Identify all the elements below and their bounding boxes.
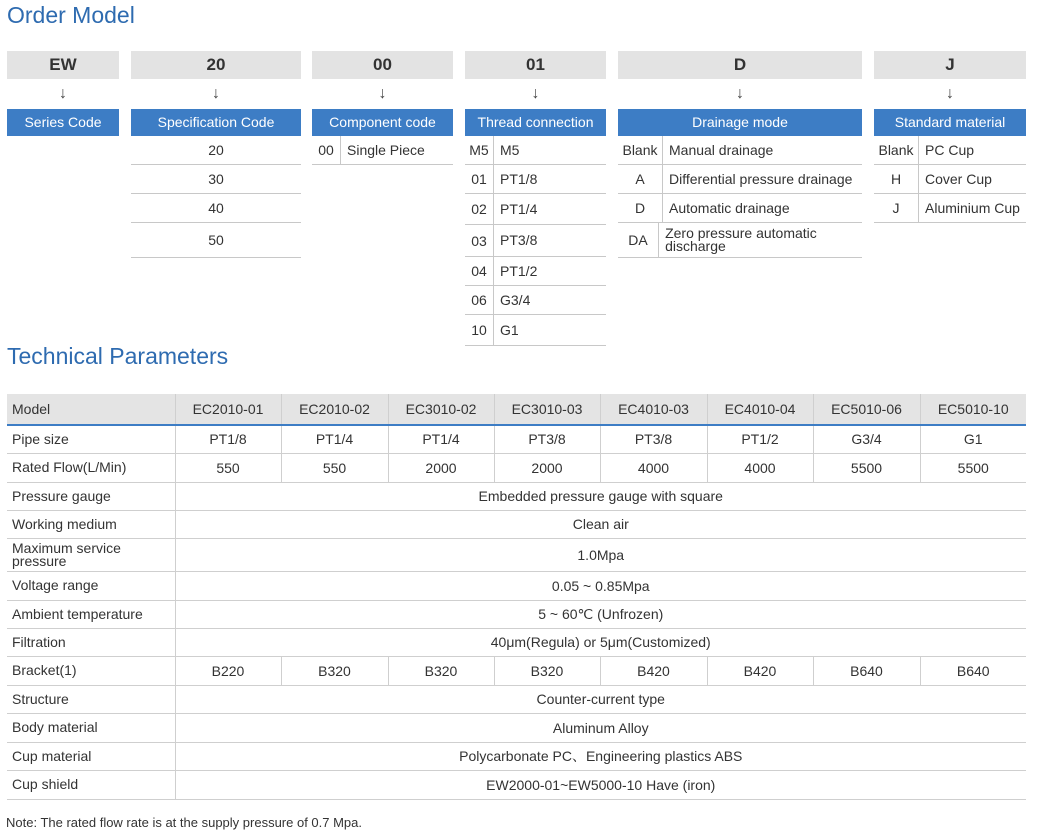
parameter-value: B320 bbox=[281, 656, 388, 685]
down-arrow-icon: ↓ bbox=[59, 85, 67, 102]
option-value: 20 bbox=[208, 142, 224, 158]
option-row bbox=[131, 223, 301, 258]
technical-parameters-title: Technical Parameters bbox=[7, 343, 229, 369]
order-label: Component code bbox=[312, 109, 453, 136]
option-row bbox=[874, 165, 1026, 194]
parameter-span-value: Aluminum Alloy bbox=[175, 713, 1026, 742]
down-arrow-icon: ↓ bbox=[736, 85, 744, 102]
parameter-name: Rated Flow(L/Min) bbox=[7, 453, 175, 482]
order-group-1 bbox=[131, 51, 301, 258]
option-description: PT1/8 bbox=[500, 170, 538, 187]
option-description: PT3/8 bbox=[500, 232, 538, 248]
option-code: 01 bbox=[465, 165, 494, 193]
order-code: D bbox=[618, 51, 862, 79]
table-row bbox=[7, 538, 1026, 571]
option-description: PT1/2 bbox=[500, 262, 538, 279]
option-row bbox=[465, 194, 606, 225]
option-description: Aluminium Cup bbox=[925, 199, 1020, 216]
parameter-value: 4000 bbox=[707, 453, 813, 482]
header-model-cell: EC2010-01 bbox=[175, 394, 281, 425]
option-description: Manual drainage bbox=[669, 141, 774, 158]
option-description: Zero pressure automatic discharge bbox=[665, 225, 817, 254]
option-row bbox=[618, 165, 862, 194]
order-group-4 bbox=[618, 51, 862, 258]
option-description: Cover Cup bbox=[925, 170, 992, 187]
parameter-name: Cup material bbox=[7, 742, 175, 770]
table-row bbox=[7, 770, 1026, 799]
parameter-span-value: Counter-current type bbox=[175, 685, 1026, 713]
option-description: G3/4 bbox=[500, 291, 531, 308]
parameter-value: B420 bbox=[707, 656, 813, 685]
down-arrow-icon: ↓ bbox=[946, 85, 954, 102]
order-model-title: Order Model bbox=[7, 2, 135, 28]
order-label: Drainage mode bbox=[618, 109, 862, 136]
order-code: J bbox=[874, 51, 1026, 79]
option-description: PC Cup bbox=[925, 141, 975, 158]
table-row bbox=[7, 425, 1026, 453]
option-row bbox=[465, 315, 606, 346]
option-code: 00 bbox=[312, 136, 341, 164]
parameter-value: PT3/8 bbox=[600, 425, 707, 453]
parameter-value: B640 bbox=[920, 656, 1026, 685]
option-code: Blank bbox=[874, 136, 919, 164]
option-description: Differential pressure drainage bbox=[669, 170, 853, 187]
option-description: G1 bbox=[500, 321, 519, 338]
parameter-value: 4000 bbox=[600, 453, 707, 482]
header-model-cell: EC2010-02 bbox=[281, 394, 388, 425]
option-value: 40 bbox=[208, 200, 224, 216]
parameter-value: B320 bbox=[494, 656, 600, 685]
parameter-value: 550 bbox=[175, 453, 281, 482]
option-code: 10 bbox=[465, 315, 494, 345]
parameter-value: 5500 bbox=[813, 453, 920, 482]
option-code: 02 bbox=[465, 194, 494, 224]
parameter-value: B320 bbox=[388, 656, 494, 685]
parameter-span-value: Polycarbonate PC、Engineering plastics ABS bbox=[175, 742, 1026, 770]
header-model-cell: EC4010-03 bbox=[600, 394, 707, 425]
parameter-value: B220 bbox=[175, 656, 281, 685]
option-row bbox=[874, 194, 1026, 223]
parameter-span-value: EW2000-01~EW5000-10 Have (iron) bbox=[175, 770, 1026, 799]
order-label: Specification Code bbox=[131, 109, 301, 136]
table-row bbox=[7, 713, 1026, 742]
parameter-span-value: 40μm(Regula) or 5μm(Customized) bbox=[175, 628, 1026, 656]
parameter-value: G3/4 bbox=[813, 425, 920, 453]
order-group-0 bbox=[7, 51, 119, 136]
order-group-2 bbox=[312, 51, 453, 165]
option-row bbox=[465, 257, 606, 286]
option-code: 06 bbox=[465, 286, 494, 314]
header-model-cell: EC3010-02 bbox=[388, 394, 494, 425]
option-code: J bbox=[874, 194, 919, 222]
parameter-value: PT1/8 bbox=[175, 425, 281, 453]
option-code: 04 bbox=[465, 257, 494, 285]
down-arrow-icon: ↓ bbox=[531, 85, 540, 102]
option-code: D bbox=[618, 194, 663, 222]
table-header-row bbox=[7, 394, 1026, 425]
down-arrow-icon: ↓ bbox=[378, 85, 387, 102]
parameter-name: Pipe size bbox=[7, 425, 175, 453]
table-row bbox=[7, 510, 1026, 538]
header-model-cell: EC5010-10 bbox=[920, 394, 1026, 425]
parameter-value: 2000 bbox=[494, 453, 600, 482]
table-row bbox=[7, 571, 1026, 600]
parameter-value: G1 bbox=[920, 425, 1026, 453]
header-model-cell: EC5010-06 bbox=[813, 394, 920, 425]
parameter-value: 5500 bbox=[920, 453, 1026, 482]
parameter-name: Working medium bbox=[7, 510, 175, 538]
option-description: Automatic drainage bbox=[669, 199, 790, 216]
order-code: 01 bbox=[465, 51, 606, 79]
parameter-value: PT3/8 bbox=[494, 425, 600, 453]
parameter-span-value: Embedded pressure gauge with square bbox=[175, 482, 1026, 510]
parameter-value: PT1/4 bbox=[281, 425, 388, 453]
parameter-span-value: Clean air bbox=[175, 510, 1026, 538]
technical-parameters-table bbox=[7, 394, 1026, 800]
parameter-span-value: 0.05 ~ 0.85Mpa bbox=[175, 571, 1026, 600]
option-code: DA bbox=[618, 223, 659, 257]
parameter-value: PT1/4 bbox=[388, 425, 494, 453]
option-code: M5 bbox=[465, 136, 494, 164]
table-row bbox=[7, 628, 1026, 656]
header-model-cell: EC4010-04 bbox=[707, 394, 813, 425]
table-row bbox=[7, 742, 1026, 770]
option-code: Blank bbox=[618, 136, 663, 164]
parameter-name: Pressure gauge bbox=[7, 482, 175, 510]
header-model-label: Model bbox=[7, 394, 175, 425]
header-model-cell: EC3010-03 bbox=[494, 394, 600, 425]
option-code: 03 bbox=[465, 225, 494, 256]
option-row bbox=[465, 225, 606, 257]
parameter-value: B420 bbox=[600, 656, 707, 685]
order-code: 00 bbox=[312, 51, 453, 79]
parameter-name: Maximum service pressure bbox=[7, 538, 175, 571]
order-label: Thread connection bbox=[465, 109, 606, 136]
note-text: Note: The rated flow rate is at the supply pressure of 0.7 Mpa. bbox=[6, 815, 363, 830]
order-code: EW bbox=[7, 51, 119, 79]
option-row bbox=[618, 136, 862, 165]
option-row bbox=[465, 136, 606, 165]
option-row bbox=[131, 136, 301, 165]
option-description: PT1/4 bbox=[500, 200, 538, 217]
option-value: 30 bbox=[208, 171, 224, 187]
order-label: Series Code bbox=[7, 109, 119, 136]
parameter-value: 550 bbox=[281, 453, 388, 482]
table-row bbox=[7, 656, 1026, 685]
option-row bbox=[312, 136, 453, 165]
option-code: A bbox=[618, 165, 663, 193]
parameter-name: Body material bbox=[7, 713, 175, 742]
option-row bbox=[465, 165, 606, 194]
parameter-value: PT1/2 bbox=[707, 425, 813, 453]
down-arrow-icon: ↓ bbox=[212, 85, 220, 102]
parameter-value: B640 bbox=[813, 656, 920, 685]
option-description: Single Piece bbox=[347, 141, 425, 158]
parameter-name: Structure bbox=[7, 685, 175, 713]
order-group-3 bbox=[465, 51, 606, 346]
parameter-span-value: 5 ~ 60℃ (Unfrozen) bbox=[175, 600, 1026, 628]
table-row bbox=[7, 453, 1026, 482]
option-row bbox=[131, 165, 301, 194]
option-row bbox=[874, 136, 1026, 165]
parameter-name: Cup shield bbox=[7, 770, 175, 799]
table-row bbox=[7, 600, 1026, 628]
option-row bbox=[618, 223, 862, 258]
parameter-value: 2000 bbox=[388, 453, 494, 482]
option-code: H bbox=[874, 165, 919, 193]
order-label: Standard material bbox=[874, 109, 1026, 136]
option-row bbox=[131, 194, 301, 223]
order-group-5 bbox=[874, 51, 1026, 223]
order-code: 20 bbox=[131, 51, 301, 79]
option-value: 50 bbox=[208, 232, 224, 248]
option-description: M5 bbox=[500, 141, 520, 158]
table-row bbox=[7, 482, 1026, 510]
parameter-name: Voltage range bbox=[7, 571, 175, 600]
parameter-name: Filtration bbox=[7, 628, 175, 656]
parameter-name: Ambient temperature bbox=[7, 600, 175, 628]
option-row bbox=[618, 194, 862, 223]
parameter-span-value: 1.0Mpa bbox=[175, 538, 1026, 571]
table-row bbox=[7, 685, 1026, 713]
option-row bbox=[465, 286, 606, 315]
parameter-name: Bracket(1) bbox=[7, 656, 175, 685]
